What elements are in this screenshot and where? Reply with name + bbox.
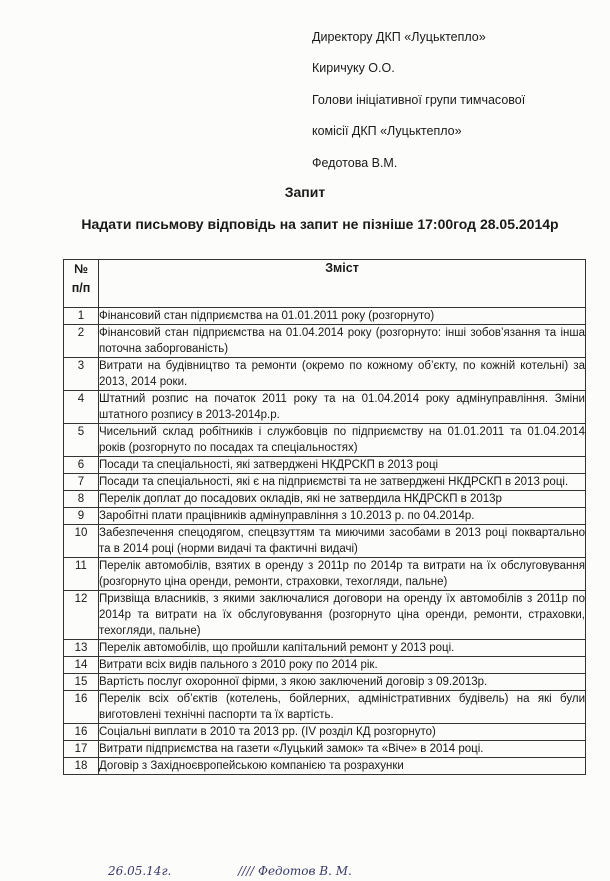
row-text: Штатний розпис на початок 2011 року та на 01.04.2014 року адмінуправління. Зміни штатного розпису в 2013-2014р.р. [99, 391, 586, 424]
table-row [64, 691, 586, 724]
row-number: 4 [64, 391, 99, 424]
row-text: Фінансовий стан підприємства на 01.01.2011 року (розгорнуто) [99, 308, 586, 325]
row-number: 16 [64, 691, 99, 724]
row-number: 2 [64, 325, 99, 358]
row-text: Перелік доплат до посадових окладів, які не затвердила НКДРСКП в 2013р [99, 491, 586, 508]
row-text: Соціальні виплати в 2010 та 2013 рр. (IV розділ КД розгорнуто) [99, 724, 586, 741]
addressee-line: комісії ДКП «Луцьктепло» [312, 124, 462, 139]
handwritten-signature: //// Федотов В. М. [238, 864, 352, 878]
table-row [64, 457, 586, 474]
row-text: Витрати підприємства на газети «Луцький замок» та «Віче» в 2014 році. [99, 741, 586, 758]
row-number: 6 [64, 457, 99, 474]
document-subtitle: Надати письмову відповідь на запит не пізніше 17:00год 28.05.2014р [81, 216, 559, 232]
table-row [64, 358, 586, 391]
signature-block [108, 864, 468, 881]
addressee-line: Голови ініціативної групи тимчасової [312, 92, 526, 107]
addressee-line: Киричуку О.О. [312, 61, 395, 76]
header-number-line: № [74, 262, 88, 276]
table-row [64, 474, 586, 491]
header-number-line: п/п [71, 281, 91, 295]
row-number: 1 [64, 308, 99, 325]
row-text: Забезпечення спецодягом, спецвзуттям та миючими засобами в 2013 році поквартально та в 2014 році (норми видачі та фактичні видачі) [99, 525, 586, 558]
row-text: Вартість послуг охоронної фірми, з якою заключений договір з 09.2013р. [99, 674, 586, 691]
table-row [64, 657, 586, 674]
table-row [64, 640, 586, 657]
header-number [64, 260, 99, 308]
row-number: 11 [64, 558, 99, 591]
row-number: 15 [64, 674, 99, 691]
row-text: Призвіща власників, з якими заключалися договори на оренду їх автомобілів з 2011р по 2014р та витрати на їх обслуговування (розгорнуто ціна оренди, ремонти, страховки, техогляди, пальне) [99, 591, 586, 640]
table-row [64, 491, 586, 508]
row-text: Витрати на будівництво та ремонти (окремо по кожному об’єкту, по кожній котельні) за 2013, 2014 роки. [99, 358, 586, 391]
row-number: 9 [64, 508, 99, 525]
row-number: 13 [64, 640, 99, 657]
table-row [64, 741, 586, 758]
addressee-line: Директору ДКП «Луцьктепло» [312, 30, 486, 44]
row-text: Посади та спеціальності, які затверджені НКДРСКП в 2013 році [99, 457, 586, 474]
document-title: Запит [284, 184, 326, 200]
table-row [64, 525, 586, 558]
row-text: Перелік автомобілів, що пройшли капітальний ремонт у 2013 році. [99, 640, 586, 657]
request-table [63, 259, 586, 775]
row-number: 16 [64, 724, 99, 741]
row-text: Перелік всіх об’єктів (котелень, бойлерних, адміністративних будівель) на які були виготовлені технічні паспорти та їх вартість. [99, 691, 586, 724]
row-number: 7 [64, 474, 99, 491]
row-text: Витрати всіх видів пального з 2010 року по 2014 рік. [99, 657, 586, 674]
addressee-line: Федотова В.М. [312, 155, 398, 170]
table-body [64, 308, 586, 775]
table-header-row [64, 260, 586, 308]
table-row [64, 424, 586, 457]
row-text: Посади та спеціальності, які є на підприємстві та не затверджені НКДРСКП в 2013 році. [99, 474, 586, 491]
row-number: 14 [64, 657, 99, 674]
table-row [64, 674, 586, 691]
row-number: 18 [64, 758, 99, 775]
table-row [64, 325, 586, 358]
table-row [64, 308, 586, 325]
row-text: Перелік автомобілів, взятих в оренду з 2011р по 2014р та витрати на їх обслуговування (розгорнуто ціна оренди, ремонти, страховки, техогляди, пальне) [99, 558, 586, 591]
signature-date: 26.05.14г. [108, 864, 172, 878]
table-row [64, 391, 586, 424]
table-row [64, 724, 586, 741]
row-number: 5 [64, 424, 99, 457]
row-number: 10 [64, 525, 99, 558]
row-number: 17 [64, 741, 99, 758]
table-row [64, 508, 586, 525]
row-text: Договір з Західноєвропейською компанією та розрахунки [99, 758, 586, 775]
row-number: 3 [64, 358, 99, 391]
row-text: Чисельний склад робітників і службовців по підприємству на 01.01.2011 та 01.04.2014 років (розгорнуто по посадах та спеціальностях) [99, 424, 586, 457]
table-row [64, 591, 586, 640]
row-text: Заробітні плати працівників адмінуправління з 10.2013 р. по 04.2014р. [99, 508, 586, 525]
row-number: 8 [64, 491, 99, 508]
header-content: Зміст [99, 260, 586, 308]
table-row [64, 758, 586, 775]
table-row [64, 558, 586, 591]
row-text: Фінансовий стан підприємства на 01.04.2014 року (розгорнуто: інші зобов’язання та інша поточна заборгованість) [99, 325, 586, 358]
row-number: 12 [64, 591, 99, 640]
addressee-block [312, 22, 525, 179]
